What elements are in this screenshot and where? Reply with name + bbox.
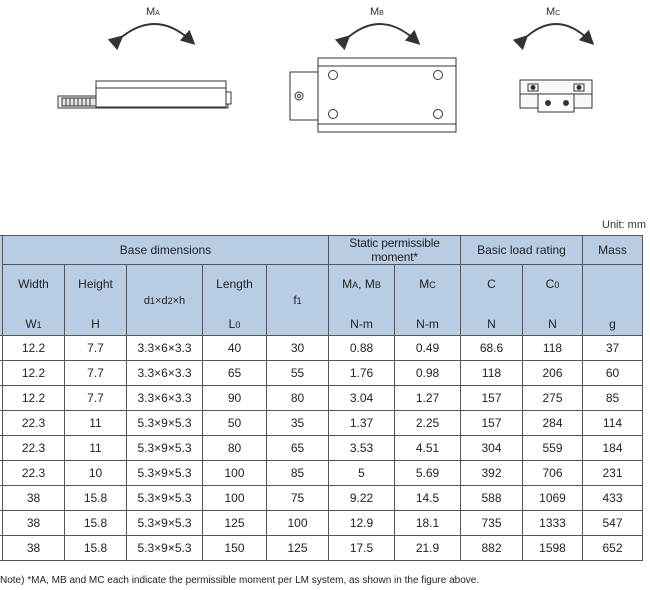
table-cell: 85 xyxy=(583,386,643,411)
table-row xyxy=(0,336,643,361)
table-row xyxy=(0,486,643,511)
table-cell: 11 xyxy=(65,436,127,461)
table-cell: 5.3×9×5.3 xyxy=(127,436,203,461)
table-cell: 55 xyxy=(267,361,329,386)
table-cell: 21.9 xyxy=(395,536,461,561)
table-cell: 150 xyxy=(203,536,267,561)
side-view-drawing xyxy=(58,81,231,108)
table-cell: 22.3 xyxy=(3,411,65,436)
table-cell: 17.5 xyxy=(329,536,395,561)
table-cell: 100 xyxy=(203,486,267,511)
table-cell: 9.22 xyxy=(329,486,395,511)
table-cell: 2.25 xyxy=(395,411,461,436)
table-cell: 18.1 xyxy=(395,511,461,536)
table-cell: 1.76 xyxy=(329,361,395,386)
group-base-dimensions: Base dimensions xyxy=(3,236,329,265)
table-cell: 80 xyxy=(203,436,267,461)
table-cell: 5.3×9×5.3 xyxy=(127,536,203,561)
table-cell: 90 xyxy=(203,386,267,411)
table-cell: 60 xyxy=(583,361,643,386)
table-row xyxy=(0,511,643,536)
table-cell: 1.37 xyxy=(329,411,395,436)
table-cell: 5.69 xyxy=(395,461,461,486)
table-cell: 5 xyxy=(329,461,395,486)
table-cell: 100 xyxy=(203,461,267,486)
col-c0-header: C0 N xyxy=(523,265,583,336)
spec-table xyxy=(0,235,643,561)
table-cell: 3.3×6×3.3 xyxy=(127,386,203,411)
table-cell: 37 xyxy=(583,336,643,361)
table-cell: 15.8 xyxy=(65,511,127,536)
table-cell: 392 xyxy=(461,461,523,486)
table-cell: 284 xyxy=(523,411,583,436)
table-row xyxy=(0,461,643,486)
group-static-moment: Static permissible moment* xyxy=(329,236,461,265)
table-cell: 3.3×6×3.3 xyxy=(127,336,203,361)
table-cell: 706 xyxy=(523,461,583,486)
table-cell: 0.98 xyxy=(395,361,461,386)
table-row xyxy=(0,436,643,461)
moment-mc-label: MC xyxy=(546,6,561,18)
table-cell: 15.8 xyxy=(65,486,127,511)
table-cell: 1333 xyxy=(523,511,583,536)
col-height-header: Height H xyxy=(65,265,127,336)
table-cell: 100 xyxy=(267,511,329,536)
table-cell: 65 xyxy=(267,436,329,461)
table-cell: 304 xyxy=(461,436,523,461)
table-cell: 114 xyxy=(583,411,643,436)
table-cell: 3.53 xyxy=(329,436,395,461)
table-cell: 652 xyxy=(583,536,643,561)
table-cell: 40 xyxy=(203,336,267,361)
table-cell: 30 xyxy=(267,336,329,361)
moment-diagrams xyxy=(0,0,650,160)
table-row xyxy=(0,361,643,386)
table-cell: 68.6 xyxy=(461,336,523,361)
table-cell: 118 xyxy=(523,336,583,361)
table-cell: 3.3×6×3.3 xyxy=(127,361,203,386)
table-cell: 1598 xyxy=(523,536,583,561)
table-cell: 12.2 xyxy=(3,361,65,386)
col-bolt-header: d1×d2×h xyxy=(127,265,203,336)
table-cell: 433 xyxy=(583,486,643,511)
table-cell: 38 xyxy=(3,511,65,536)
col-c-header: C N xyxy=(461,265,523,336)
table-cell: 0.88 xyxy=(329,336,395,361)
table-row xyxy=(0,386,643,411)
table-cell: 22.3 xyxy=(3,436,65,461)
table-cell: 231 xyxy=(583,461,643,486)
table-cell: 125 xyxy=(267,536,329,561)
table-cell: 1069 xyxy=(523,486,583,511)
table-cell: 125 xyxy=(203,511,267,536)
table-cell: 157 xyxy=(461,411,523,436)
table-cell: 0.49 xyxy=(395,336,461,361)
table-cell: 75 xyxy=(267,486,329,511)
col-mc-header: MC N-m xyxy=(395,265,461,336)
table-cell: 80 xyxy=(267,386,329,411)
table-cell: 5.3×9×5.3 xyxy=(127,461,203,486)
table-row xyxy=(0,411,643,436)
table-cell: 50 xyxy=(203,411,267,436)
table-cell: 559 xyxy=(523,436,583,461)
table-cell: 118 xyxy=(461,361,523,386)
footnote: Note) *MA, MB and MC each indicate the permissible moment per LM system, as shown in the figure above. xyxy=(0,575,480,586)
table-cell: 5.3×9×5.3 xyxy=(127,511,203,536)
table-cell: 735 xyxy=(461,511,523,536)
table-cell: 588 xyxy=(461,486,523,511)
col-ma-mb-header: MA, MB N-m xyxy=(329,265,395,336)
group-mass: Mass xyxy=(583,236,643,265)
table-cell: 206 xyxy=(523,361,583,386)
moment-ma-arrow xyxy=(118,6,190,40)
table-cell: 12.2 xyxy=(3,336,65,361)
group-basic-load-rating: Basic load rating xyxy=(461,236,583,265)
table-cell: 157 xyxy=(461,386,523,411)
table-cell: 12.2 xyxy=(3,386,65,411)
table-cell: 38 xyxy=(3,486,65,511)
table-cell: 65 xyxy=(203,361,267,386)
moment-mb-label: MB xyxy=(370,6,384,18)
table-cell: 7.7 xyxy=(65,386,127,411)
table-cell: 35 xyxy=(267,411,329,436)
col-f1-header: f1 xyxy=(267,265,329,336)
table-cell: 4.51 xyxy=(395,436,461,461)
table-cell: 11 xyxy=(65,411,127,436)
col-width-header: Width W1 xyxy=(3,265,65,336)
table-cell: 5.3×9×5.3 xyxy=(127,411,203,436)
col-length-header: Length L0 xyxy=(203,265,267,336)
front-view-drawing xyxy=(520,80,592,112)
table-cell: 184 xyxy=(583,436,643,461)
table-cell: 3.04 xyxy=(329,386,395,411)
table-cell: 15.8 xyxy=(65,536,127,561)
table-cell: 275 xyxy=(523,386,583,411)
table-cell: 5.3×9×5.3 xyxy=(127,486,203,511)
table-cell: 12.9 xyxy=(329,511,395,536)
table-cell: 38 xyxy=(3,536,65,561)
moment-ma-label: MA xyxy=(146,6,160,18)
unit-label: Unit: mm xyxy=(602,219,646,231)
col-mass-header: g xyxy=(583,265,643,336)
table-cell: 7.7 xyxy=(65,361,127,386)
table-row xyxy=(0,536,643,561)
table-cell: 85 xyxy=(267,461,329,486)
table-cell: 22.3 xyxy=(3,461,65,486)
moment-mb-arrow xyxy=(345,6,415,40)
table-cell: 14.5 xyxy=(395,486,461,511)
table-cell: 1.27 xyxy=(395,386,461,411)
table-cell: 10 xyxy=(65,461,127,486)
top-view-drawing xyxy=(290,58,456,132)
table-cell: 547 xyxy=(583,511,643,536)
table-cell: 882 xyxy=(461,536,523,561)
moment-mc-arrow xyxy=(523,6,589,40)
table-cell: 7.7 xyxy=(65,336,127,361)
